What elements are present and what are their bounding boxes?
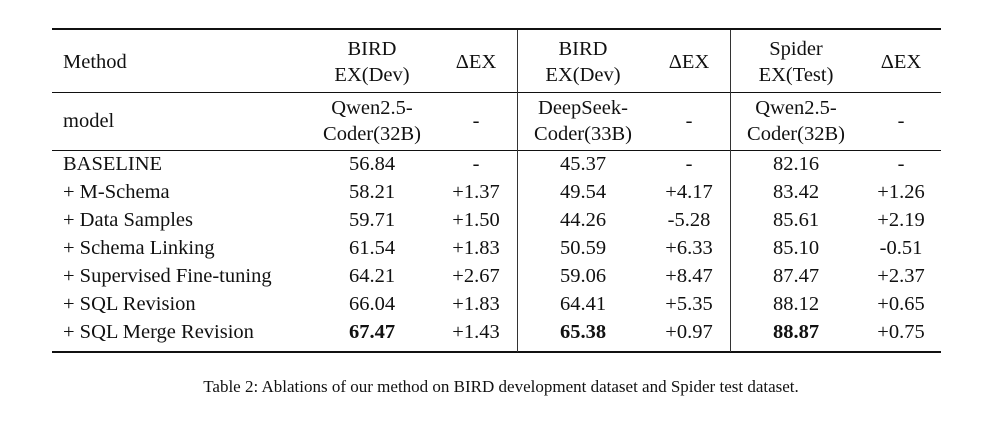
row-method: + M-Schema xyxy=(63,181,170,203)
model-delta-2: - xyxy=(685,110,693,132)
row-method: + SQL Revision xyxy=(63,293,196,315)
row-bird-2-best: 65.38 xyxy=(559,321,607,343)
top-rule xyxy=(52,28,941,30)
column-separator-1 xyxy=(517,30,518,352)
row-delta-3: +1.26 xyxy=(877,181,925,203)
row-method: BASELINE xyxy=(63,153,163,175)
row-delta-1: - xyxy=(472,153,480,175)
model-delta-3: - xyxy=(897,110,905,132)
row-delta-1: +1.83 xyxy=(452,237,500,259)
row-bird-2: 64.41 xyxy=(559,293,607,315)
model-delta-1: - xyxy=(472,110,480,132)
row-bird-1-best: 67.47 xyxy=(348,321,396,343)
row-bird-2: 59.06 xyxy=(559,265,607,287)
row-method: + Schema Linking xyxy=(63,237,215,259)
table-caption: Table 2: Ablations of our method on BIRD development dataset and Spider test dataset. xyxy=(203,377,799,396)
header-bird-ex-dev-2: BIRD EX(Dev) xyxy=(545,38,621,86)
row-delta-3: +2.37 xyxy=(877,265,925,287)
row-spider: 82.16 xyxy=(772,153,820,175)
row-bird-1: 64.21 xyxy=(348,265,396,287)
row-bird-1: 66.04 xyxy=(348,293,396,315)
header-delta-ex-3: ΔEX xyxy=(880,51,922,73)
header-delta-ex-1: ΔEX xyxy=(455,51,497,73)
row-bird-2: 44.26 xyxy=(559,209,607,231)
row-delta-3: +0.65 xyxy=(877,293,925,315)
row-bird-1: 61.54 xyxy=(348,237,396,259)
row-delta-3: +0.75 xyxy=(877,321,925,343)
row-delta-2: +0.97 xyxy=(665,321,713,343)
row-delta-2: +6.33 xyxy=(665,237,713,259)
row-delta-1: +1.83 xyxy=(452,293,500,315)
row-delta-1: +1.50 xyxy=(452,209,500,231)
row-delta-3: - xyxy=(897,153,905,175)
row-delta-2: +4.17 xyxy=(665,181,713,203)
row-spider: 83.42 xyxy=(772,181,820,203)
row-spider: 87.47 xyxy=(772,265,820,287)
header-spider-ex-test: Spider EX(Test) xyxy=(758,38,834,86)
row-bird-2: 49.54 xyxy=(559,181,607,203)
row-delta-2: - xyxy=(685,153,693,175)
row-spider: 85.61 xyxy=(772,209,820,231)
bottom-rule xyxy=(52,351,941,353)
row-bird-1: 56.84 xyxy=(348,153,396,175)
model-bird-2: DeepSeek- Coder(33B) xyxy=(534,97,632,145)
column-separator-2 xyxy=(730,30,731,352)
row-delta-1: +1.37 xyxy=(452,181,500,203)
row-delta-3: +2.19 xyxy=(877,209,925,231)
model-label: model xyxy=(63,110,115,132)
header-bird-ex-dev-1: BIRD EX(Dev) xyxy=(334,38,410,86)
model-spider: Qwen2.5- Coder(32B) xyxy=(747,97,845,145)
row-bird-2: 50.59 xyxy=(559,237,607,259)
row-spider-best: 88.87 xyxy=(772,321,820,343)
model-bird-1: Qwen2.5- Coder(32B) xyxy=(323,97,421,145)
row-method: + SQL Merge Revision xyxy=(63,321,254,343)
row-method: + Data Samples xyxy=(63,209,193,231)
row-delta-3: -0.51 xyxy=(879,237,923,259)
row-bird-2: 45.37 xyxy=(559,153,607,175)
row-spider: 88.12 xyxy=(772,293,820,315)
row-delta-2: +5.35 xyxy=(665,293,713,315)
header-method: Method xyxy=(63,51,127,73)
row-delta-2: +8.47 xyxy=(665,265,713,287)
row-bird-1: 58.21 xyxy=(348,181,396,203)
row-delta-1: +2.67 xyxy=(452,265,500,287)
header-rule xyxy=(52,92,941,93)
row-method: + Supervised Fine-tuning xyxy=(63,265,272,287)
row-delta-1: +1.43 xyxy=(452,321,500,343)
header-delta-ex-2: ΔEX xyxy=(668,51,710,73)
row-delta-2: -5.28 xyxy=(667,209,711,231)
row-bird-1: 59.71 xyxy=(348,209,396,231)
row-spider: 85.10 xyxy=(772,237,820,259)
